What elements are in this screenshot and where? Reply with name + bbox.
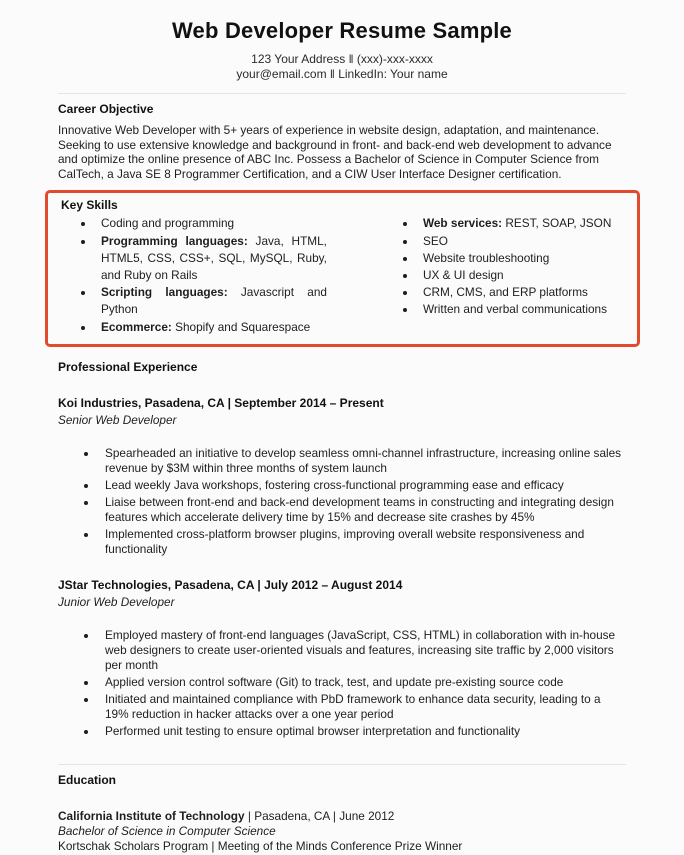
career-objective-heading: Career Objective: [58, 102, 154, 116]
key-skills-left-list: [61, 215, 327, 335]
section-divider: [58, 764, 626, 765]
bullet-item: • Lead weekly Java workshops, fostering cross-functional programming ease and efficacy: [98, 478, 626, 493]
job-company-line: Koi Industries, Pasadena, CA | September 2014 – Present: [58, 395, 384, 410]
section-divider: [58, 93, 626, 94]
bullet-item: • Employed mastery of front-end languages (JavaScript, CSS, HTML) in collaboration with in-house web designers to create user-oriented visuals and features, increasing site traffic by 2,000 visitors per month: [98, 628, 626, 672]
skill-item: • Written and verbal communications: [417, 301, 627, 318]
skill-item: • Coding and programming: [95, 215, 327, 232]
education-school-name: California Institute of Technology: [58, 808, 245, 823]
education-honors: Kortschak Scholars Program | Meeting of the Minds Conference Prize Winner: [58, 839, 463, 854]
skill-item: • Website troubleshooting: [417, 250, 627, 267]
bullet-item: • Implemented cross-platform browser plugins, improving overall website responsiveness and functionality: [98, 527, 626, 556]
key-skills-heading: Key Skills: [61, 198, 118, 213]
skill-item: • Programming languages: Java, HTML, HTML5, CSS, CSS+, SQL, MySQL, Ruby, and Ruby on Rails: [95, 233, 327, 285]
bullet-item: • Initiated and maintained compliance with PbD framework to enhance data security, leading to a 19% reduction in hacker attacks over a one year period: [98, 692, 626, 721]
job-bullet-list: [58, 446, 626, 556]
bullet-item: • Spearheaded an initiative to develop seamless omni-channel infrastructure, increasing online sales revenue by $3M within three months of system launch: [98, 446, 626, 475]
job-entry: [58, 578, 626, 738]
skill-item: • Web services: REST, SOAP, JSON: [417, 215, 627, 232]
job-company-line: JStar Technologies, Pasadena, CA | July 2012 – August 2014: [58, 578, 403, 593]
education-entry: [58, 809, 626, 855]
job-bullet-list: [58, 628, 626, 738]
education-school-line: California Institute of Technology | Pasadena, CA | June 2012: [58, 808, 395, 823]
contact-email-linkedin: your@email.com ‖ LinkedIn: Your name: [236, 67, 448, 81]
page-title: Web Developer Resume Sample: [171, 18, 512, 43]
education-degree: Bachelor of Science in Computer Science: [58, 824, 276, 839]
bullet-item: • Liaise between front-end and back-end development teams in constructing and integrating design features which accelerate delivery time by 15% and decrease site crashes by 45%: [98, 495, 626, 524]
skill-item: • Ecommerce: Shopify and Squarespace: [95, 319, 327, 336]
skill-item: • UX & UI design: [417, 267, 627, 284]
skill-item: • SEO: [417, 233, 627, 250]
key-skills-right-list: [383, 215, 627, 318]
career-objective-paragraph: Innovative Web Developer with 5+ years of experience in website design, adaptation, and maintenance. Seeking to use extensive knowledge and background in front- and back-end web development to advance and optimize the online presence of ABC Inc. Possess a Bachelor of Science in Computer Science from CalTech, a Java SE 8 Programmer Certification, and a CIW User Interface Designer certification.: [58, 123, 612, 181]
bullet-item: • Performed unit testing to ensure optimal browser interpretation and functionality: [98, 724, 626, 739]
key-skills-columns: [61, 212, 627, 335]
skill-item: • CRM, CMS, and ERP platforms: [417, 284, 627, 301]
key-skills-highlight-box: [45, 190, 640, 346]
job-role-title: Senior Web Developer: [58, 412, 177, 427]
contact-address-phone: 123 Your Address ‖ (xxx)-xxx-xxxx: [251, 52, 433, 66]
skill-item: • Scripting languages: Javascript and Python: [95, 284, 327, 318]
job-role-title: Junior Web Developer: [58, 595, 175, 610]
professional-experience-heading: Professional Experience: [58, 359, 198, 374]
bullet-item: • Applied version control software (Git) to track, test, and update pre-existing source code: [98, 675, 626, 690]
job-entry: [58, 396, 626, 556]
education-heading: Education: [58, 772, 117, 787]
